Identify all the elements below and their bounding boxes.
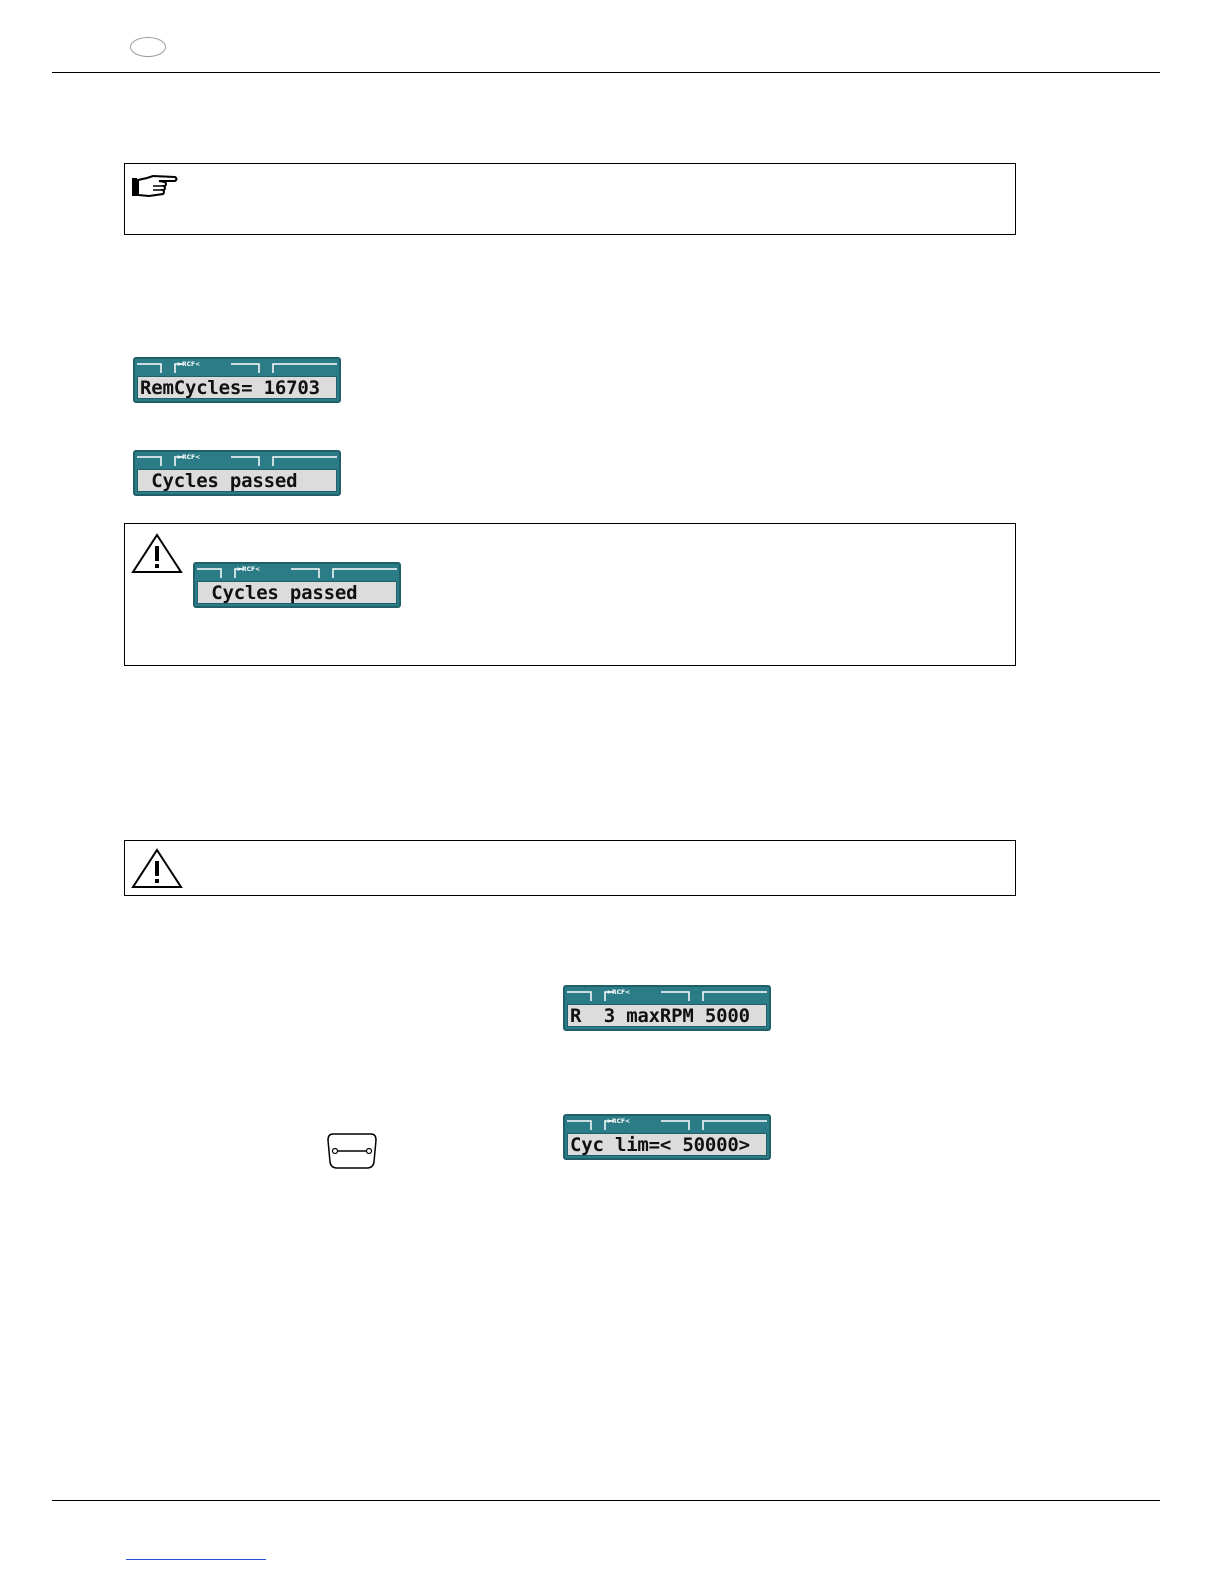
rcf-indicator: >RCF< — [177, 361, 201, 368]
pointing-hand-icon — [131, 174, 179, 204]
lcd-text: Cycles passed — [137, 469, 337, 492]
rcf-indicator: >RCF< — [607, 1118, 631, 1125]
lcd-display-remaining-cycles — [133, 357, 341, 403]
warning-box — [124, 840, 1016, 896]
warning-box — [124, 523, 1016, 666]
lcd-segment-marks — [565, 987, 769, 1003]
rcf-indicator: >RCF< — [607, 989, 631, 996]
warning-triangle-icon — [131, 847, 183, 893]
lcd-display-cycles-passed-warning — [193, 562, 401, 608]
lcd-segment-marks — [195, 564, 399, 580]
lcd-text: R 3 maxRPM 5000 — [567, 1004, 767, 1027]
lcd-text: Cycles passed — [197, 581, 397, 604]
lcd-segment-marks — [135, 359, 339, 375]
lcd-segment-marks — [565, 1116, 769, 1132]
lcd-display-cycle-limit — [563, 1114, 771, 1160]
rcf-indicator: >RCF< — [177, 454, 201, 461]
lcd-segment-marks — [135, 452, 339, 468]
lcd-display-max-rpm — [563, 985, 771, 1031]
rcf-indicator: >RCF< — [237, 566, 261, 573]
language-badge — [130, 37, 166, 57]
note-box — [124, 163, 1016, 235]
header-rule — [52, 72, 1160, 73]
key-button-icon — [325, 1131, 379, 1175]
footer-rule — [52, 1500, 1160, 1501]
lcd-display-cycles-passed — [133, 450, 341, 496]
warning-triangle-icon — [131, 532, 183, 578]
lcd-text: Cyc lim=< 50000> — [567, 1133, 767, 1156]
footer-link-underline[interactable] — [126, 1559, 266, 1560]
lcd-text: RemCycles= 16703 — [137, 376, 337, 399]
